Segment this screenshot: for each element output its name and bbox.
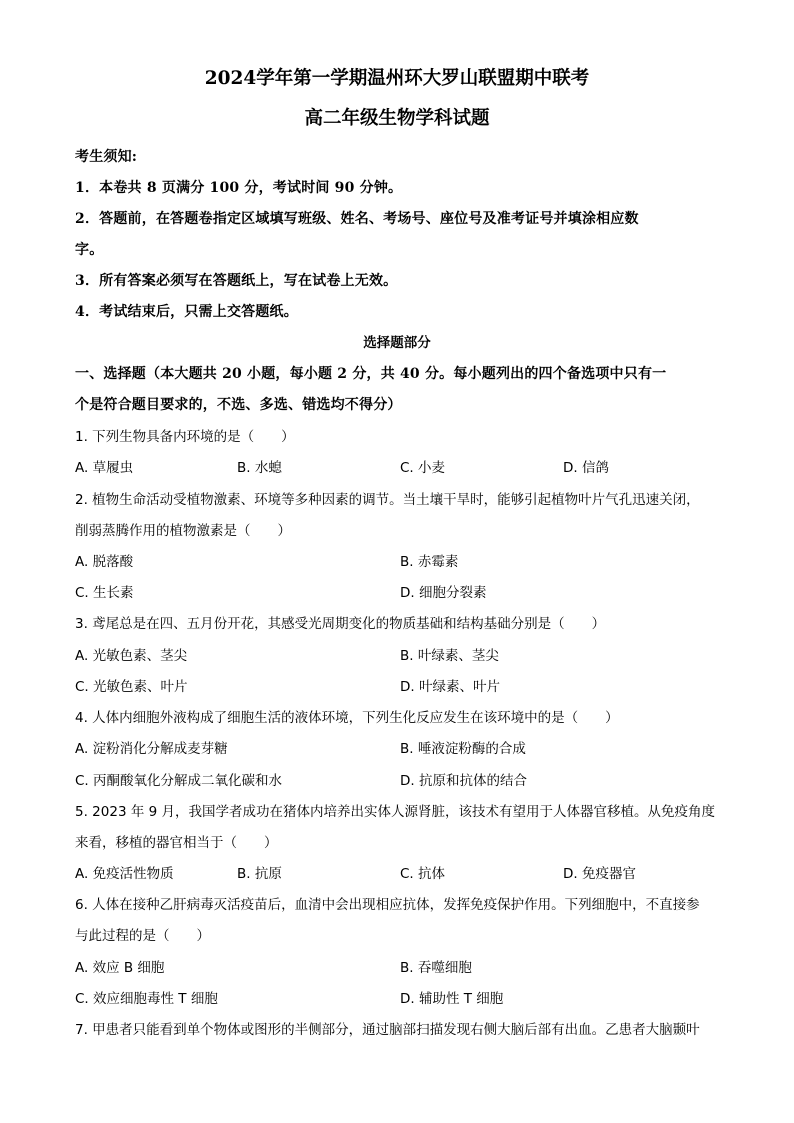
option-a: A. 草履虫: [75, 460, 134, 476]
question-stem: 1. 下列生物具备内环境的是（ ）: [75, 429, 295, 445]
option-b: B. 赤霉素: [400, 554, 459, 570]
question-stem: 7. 甲患者只能看到单个物体或图形的半侧部分，通过脑部扫描发现右侧大脑后部有出血。乙患者大脑颞叶: [75, 1022, 700, 1038]
option-c: C. 抗体: [400, 866, 446, 882]
option-c: C. 效应细胞毒性 T 细胞: [75, 991, 218, 1007]
option-b: B. 抗原: [237, 866, 282, 882]
section-intro: 一、选择题（本大题共 20 小题，每小题 2 分，共 40 分。每小题列出的四个备选项中只有一: [75, 366, 667, 382]
section-intro: 个是符合题目要求的，不选、多选、错选均不得分）: [75, 397, 402, 413]
option-a: A. 效应 B 细胞: [75, 960, 165, 976]
notice-heading: 考生须知:: [75, 149, 138, 165]
exam-subtitle: 高二年级生物学科试题: [304, 108, 490, 129]
question-stem: 6. 人体在接种乙肝病毒灭活疫苗后，血清中会出现相应抗体，发挥免疫保护作用。下列细胞中，不直接参: [75, 897, 700, 913]
option-a: A. 免疫活性物质: [75, 866, 174, 882]
question-stem: 削弱蒸腾作用的植物激素是（ ）: [75, 523, 291, 539]
question-stem: 与此过程的是（ ）: [75, 928, 210, 944]
notice-item: 1．本卷共 8 页满分 100 分，考试时间 90 分钟。: [75, 180, 403, 196]
option-c: C. 小麦: [400, 460, 446, 476]
exam-title: 2024学年第一学期温州环大罗山联盟期中联考: [204, 68, 590, 89]
option-b: B. 吞噬细胞: [400, 960, 472, 976]
option-b: B. 唾液淀粉酶的合成: [400, 741, 526, 757]
notice-item: 字。: [75, 242, 104, 258]
option-d: D. 细胞分裂素: [400, 585, 487, 601]
question-stem: 2. 植物生命活动受植物激素、环境等多种因素的调节。当土壤干旱时，能够引起植物叶片气孔迅速关闭，: [75, 492, 700, 508]
section-title: 选择题部分: [363, 335, 431, 351]
option-b: B. 水螅: [237, 460, 282, 476]
option-c: C. 生长素: [75, 585, 134, 601]
question-stem: 4. 人体内细胞外液构成了细胞生活的液体环境，下列生化反应发生在该环境中的是（ ）: [75, 710, 619, 726]
option-d: D. 辅助性 T 细胞: [400, 991, 504, 1007]
option-d: D. 免疫器官: [563, 866, 636, 882]
option-c: C. 丙酮酸氧化分解成二氧化碳和水: [75, 773, 283, 789]
question-stem: 来看，移植的器官相当于（ ）: [75, 835, 278, 851]
option-d: D. 信鸽: [563, 460, 609, 476]
option-c: C. 光敏色素、叶片: [75, 679, 188, 695]
notice-item: 3．所有答案必须写在答题纸上，写在试卷上无效。: [75, 273, 398, 289]
question-stem: 3. 鸢尾总是在四、五月份开花，其感受光周期变化的物质基础和结构基础分别是（ ）: [75, 616, 606, 632]
notice-item: 4．考试结束后，只需上交答题纸。: [75, 304, 298, 320]
option-b: B. 叶绿素、茎尖: [400, 648, 499, 664]
question-stem: 5. 2023 年 9 月，我国学者成功在猪体内培养出实体人源肾脏，该技术有望用于人体器官移植。从免疫角度: [75, 804, 715, 820]
option-a: A. 脱落酸: [75, 554, 134, 570]
option-a: A. 光敏色素、茎尖: [75, 648, 188, 664]
option-d: D. 抗原和抗体的结合: [400, 773, 527, 789]
notice-item: 2．答题前，在答题卷指定区域填写班级、姓名、考场号、座位号及准考证号并填涂相应数: [75, 211, 639, 227]
option-d: D. 叶绿素、叶片: [400, 679, 500, 695]
option-a: A. 淀粉消化分解成麦芽糖: [75, 741, 228, 757]
